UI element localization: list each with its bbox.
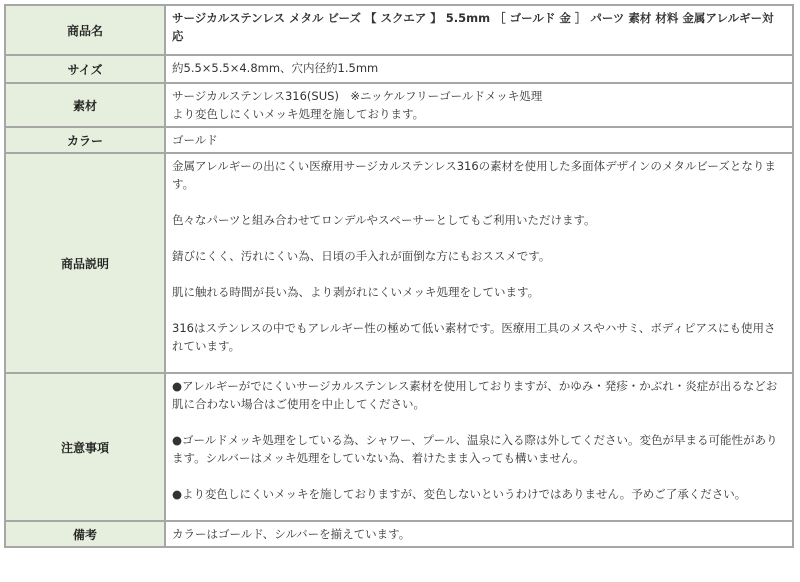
label-size: サイズ — [6, 56, 164, 82]
value-size — [166, 56, 792, 82]
label-cautions: 注意事項 — [6, 374, 164, 520]
description-paragraph: 色々なパーツと組み合わせてロンデルやスペーサーとしてもご利用いただけます。 — [172, 213, 596, 227]
product-spec-table — [4, 4, 794, 548]
value-material — [166, 84, 792, 126]
value-cautions — [166, 374, 792, 520]
label-material: 素材 — [6, 84, 164, 126]
description-paragraph: 金属アレルギーの出にくい医療用サージカルステンレス316の素材を使用した多面体デザインのメタルビーズとなります。 — [172, 159, 776, 191]
color-text: ゴールド — [172, 133, 218, 147]
value-remarks — [166, 522, 792, 546]
row-cautions — [6, 374, 792, 520]
value-description — [166, 154, 792, 372]
label-product-name: 商品名 — [6, 6, 164, 54]
value-product-name — [166, 6, 792, 54]
caution-item: ●アレルギーがでにくいサージカルステンレス素材を使用しておりますが、かゆみ・発疹・かぶれ・炎症が出るなどお肌に合わない場合はご使用を中止してください。 — [172, 379, 778, 411]
product-name-text: サージカルステンレス メタル ビーズ 【 スクエア 】 5.5mm ［ ゴールド 金 ］ パーツ 素材 材料 金属アレルギー対応 — [172, 11, 774, 43]
row-color — [6, 128, 792, 152]
row-description — [6, 154, 792, 372]
row-material — [6, 84, 792, 126]
product-spec-container — [4, 4, 794, 548]
description-paragraph: 錆びにくく、汚れにくい為、日頃の手入れが面倒な方にもおススメです。 — [172, 249, 551, 263]
row-size — [6, 56, 792, 82]
label-color: カラー — [6, 128, 164, 152]
description-paragraph: 316はステンレスの中でもアレルギー性の極めて低い素材です。医療用工具のメスやハサミ、ボディピアスにも使用されています。 — [172, 321, 776, 353]
label-remarks: 備考 — [6, 522, 164, 546]
remarks-text: カラーはゴールド、シルバーを揃えています。 — [172, 527, 411, 541]
description-paragraph: 肌に触れる時間が長い為、より剥がれにくいメッキ処理をしています。 — [172, 285, 540, 299]
label-description: 商品説明 — [6, 154, 164, 372]
row-product-name — [6, 6, 792, 54]
material-line-1: サージカルステンレス316(SUS) ※ニッケルフリーゴールドメッキ処理 — [172, 89, 543, 103]
size-text: 約5.5×5.5×4.8mm、穴内径約1.5mm — [172, 61, 379, 75]
row-remarks — [6, 522, 792, 546]
caution-item: ●より変色しにくいメッキを施しておりますが、変色しないというわけではありません。予めご了承ください。 — [172, 487, 747, 501]
value-color — [166, 128, 792, 152]
caution-item: ●ゴールドメッキ処理をしている為、シャワー、プール、温泉に入る際は外してください。変色が早まる可能性があります。シルバーはメッキ処理をしていない為、着けたまま入っても構いません。 — [172, 433, 778, 465]
material-line-2: より変色しにくいメッキ処理を施しております。 — [172, 107, 425, 121]
